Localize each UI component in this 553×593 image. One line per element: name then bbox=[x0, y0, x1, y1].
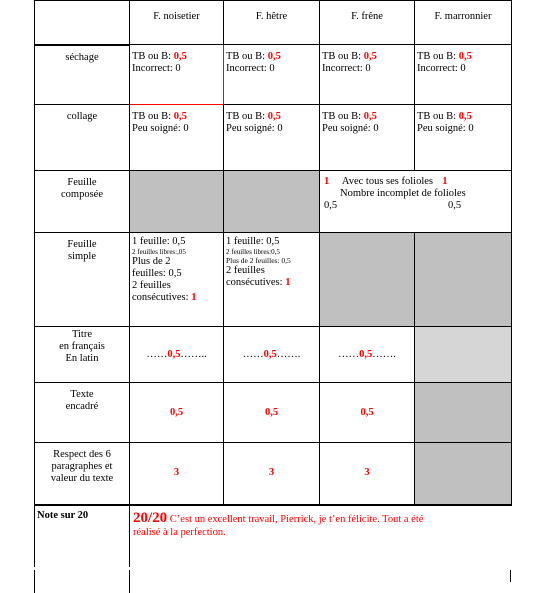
cell-text: TB ou B: bbox=[226, 51, 268, 62]
row-label-line: Respect des 6 bbox=[53, 449, 111, 460]
row-feuille-simple bbox=[35, 233, 512, 327]
row-label-line: Feuille bbox=[67, 239, 97, 250]
cell-text: 2 feuilles bbox=[132, 280, 171, 291]
score-cell bbox=[320, 45, 415, 105]
shaded-cell bbox=[415, 233, 512, 327]
cell-text: Incorrect: 0 bbox=[226, 63, 275, 74]
corner-cell bbox=[35, 1, 130, 45]
cell-text: 0,5 bbox=[448, 200, 462, 211]
row-label-line: Feuille bbox=[67, 177, 97, 188]
points: 0,5 bbox=[458, 111, 472, 122]
cell-text: Peu soigné: 0 bbox=[417, 123, 474, 134]
cell-text: TB ou B: bbox=[417, 111, 459, 122]
points: 0,5 bbox=[458, 51, 472, 62]
cell-text: …… bbox=[242, 348, 264, 360]
score-cell bbox=[320, 327, 415, 383]
cell-text: Incorrect: 0 bbox=[322, 63, 371, 74]
row-label-line: simple bbox=[68, 251, 96, 262]
cell-text: Avec tous ses folioles bbox=[341, 176, 434, 187]
shaded-cell bbox=[415, 327, 512, 383]
cell-text: Plus de 2 feuilles: 0,5 bbox=[226, 256, 291, 265]
score-cell bbox=[130, 105, 224, 171]
shaded-cell bbox=[415, 383, 512, 443]
points: 0,5 bbox=[263, 348, 277, 360]
score-cell bbox=[224, 327, 320, 383]
score-cell: 3 bbox=[130, 443, 224, 505]
score-cell bbox=[415, 105, 512, 171]
row-label-line: Texte bbox=[70, 389, 94, 400]
row-label bbox=[35, 443, 130, 505]
shaded-cell bbox=[224, 171, 320, 233]
row-label: séchage bbox=[35, 45, 130, 105]
score-cell: 0,5 bbox=[224, 383, 320, 443]
points: 1 bbox=[191, 292, 197, 303]
row-titre bbox=[35, 327, 512, 383]
note-comment-cell bbox=[130, 505, 512, 567]
cell-text: Incorrect: 0 bbox=[132, 63, 181, 74]
column-header: F. noisetier bbox=[130, 1, 224, 45]
points: 0,5 bbox=[167, 348, 181, 360]
row-collage bbox=[35, 105, 512, 171]
column-header: F. frêne bbox=[320, 1, 415, 45]
cell-text: …… bbox=[146, 348, 168, 360]
cell-text: Nombre incomplet de folioles bbox=[340, 188, 466, 199]
column-header: F. marronnier bbox=[415, 1, 512, 45]
cell-text: Peu soigné: 0 bbox=[132, 123, 189, 134]
cell-text: 2 feuilles libres:,05 bbox=[132, 248, 186, 256]
row-respect bbox=[35, 443, 512, 505]
cell-text: TB ou B: bbox=[226, 111, 268, 122]
cell-text: …… bbox=[338, 348, 360, 360]
shaded-cell bbox=[130, 171, 224, 233]
cell-text: TB ou B: bbox=[322, 111, 364, 122]
row-label-line: En latin bbox=[65, 353, 99, 364]
score-cell bbox=[320, 105, 415, 171]
composee-criteria-cell bbox=[320, 171, 512, 233]
note-label: Note sur 20 bbox=[37, 509, 89, 521]
points: 1 bbox=[324, 176, 330, 187]
row-feuille-composee bbox=[35, 171, 512, 233]
score-cell bbox=[130, 327, 224, 383]
points: 1 bbox=[285, 277, 291, 288]
row-label-line: valeur du texte bbox=[50, 473, 114, 484]
row-label bbox=[35, 233, 130, 327]
final-score: 20/20 bbox=[133, 509, 168, 526]
cell-text: consécutives: bbox=[226, 277, 286, 288]
score-cell bbox=[224, 105, 320, 171]
column-header: F. hêtre bbox=[224, 1, 320, 45]
cell-text: …….. bbox=[180, 348, 207, 360]
score-cell: 3 bbox=[320, 443, 415, 505]
score-cell: 0,5 bbox=[320, 383, 415, 443]
shaded-cell bbox=[320, 233, 415, 327]
points: 0,5 bbox=[363, 111, 377, 122]
score-cell bbox=[130, 233, 224, 327]
points: 0,5 bbox=[267, 111, 281, 122]
points: 0,5 bbox=[173, 51, 187, 62]
score-cell bbox=[224, 45, 320, 105]
grading-table bbox=[34, 0, 512, 567]
row-label bbox=[35, 383, 130, 443]
row-texte-encadre bbox=[35, 383, 512, 443]
table-border-line bbox=[129, 570, 130, 593]
score-cell bbox=[415, 45, 512, 105]
cell-text: TB ou B: bbox=[322, 51, 364, 62]
points: 0,5 bbox=[363, 51, 377, 62]
teacher-comment: C’est un excellent travail, Pierrick, je t’en félicite. Tout a été bbox=[167, 513, 424, 525]
cell-text: 1 feuille: 0,5 bbox=[226, 236, 280, 247]
cell-text: Peu soigné: 0 bbox=[226, 123, 283, 134]
row-label-line: paragraphes et bbox=[51, 461, 113, 472]
cell-text: ……. bbox=[372, 348, 396, 360]
row-note bbox=[35, 505, 512, 567]
cell-text: Peu soigné: 0 bbox=[322, 123, 379, 134]
cell-text: feuilles: 0,5 bbox=[132, 268, 182, 279]
shaded-cell bbox=[415, 443, 512, 505]
note-label-cell bbox=[35, 505, 130, 567]
points: 1 bbox=[442, 176, 448, 187]
score-cell: 3 bbox=[224, 443, 320, 505]
table-border-line bbox=[34, 570, 35, 593]
cell-text: 2 feuilles bbox=[226, 265, 265, 276]
header-row bbox=[35, 1, 512, 45]
row-label-line: composée bbox=[61, 189, 103, 200]
cell-text: 2 feuilles libres:0,5 bbox=[226, 248, 280, 256]
score-cell: 0,5 bbox=[130, 383, 224, 443]
cell-text: ……. bbox=[276, 348, 301, 360]
cell-text: TB ou B: bbox=[132, 51, 174, 62]
row-sechage bbox=[35, 45, 512, 105]
cell-text: consécutives: bbox=[132, 292, 192, 303]
cell-text: Plus de 2 bbox=[132, 256, 171, 267]
points: 0,5 bbox=[359, 348, 373, 360]
cell-text: TB ou B: bbox=[417, 51, 459, 62]
row-label bbox=[35, 171, 130, 233]
row-label-line: encadré bbox=[65, 401, 99, 412]
row-label: collage bbox=[35, 105, 130, 171]
cell-text: TB ou B: bbox=[132, 111, 174, 122]
score-cell bbox=[130, 45, 224, 105]
row-label bbox=[35, 327, 130, 383]
cell-text: Incorrect: 0 bbox=[417, 63, 466, 74]
cell-text: 1 feuille: 0,5 bbox=[132, 236, 186, 247]
points: 0,5 bbox=[173, 111, 187, 122]
score-cell bbox=[224, 233, 320, 327]
table-border-line bbox=[510, 570, 511, 582]
cell-text: 0,5 bbox=[324, 200, 338, 211]
row-label-line: en français bbox=[59, 341, 105, 352]
points: 0,5 bbox=[267, 51, 281, 62]
teacher-comment: réalisé à la perfection. bbox=[133, 526, 226, 538]
row-label-line: Titre bbox=[71, 329, 93, 340]
